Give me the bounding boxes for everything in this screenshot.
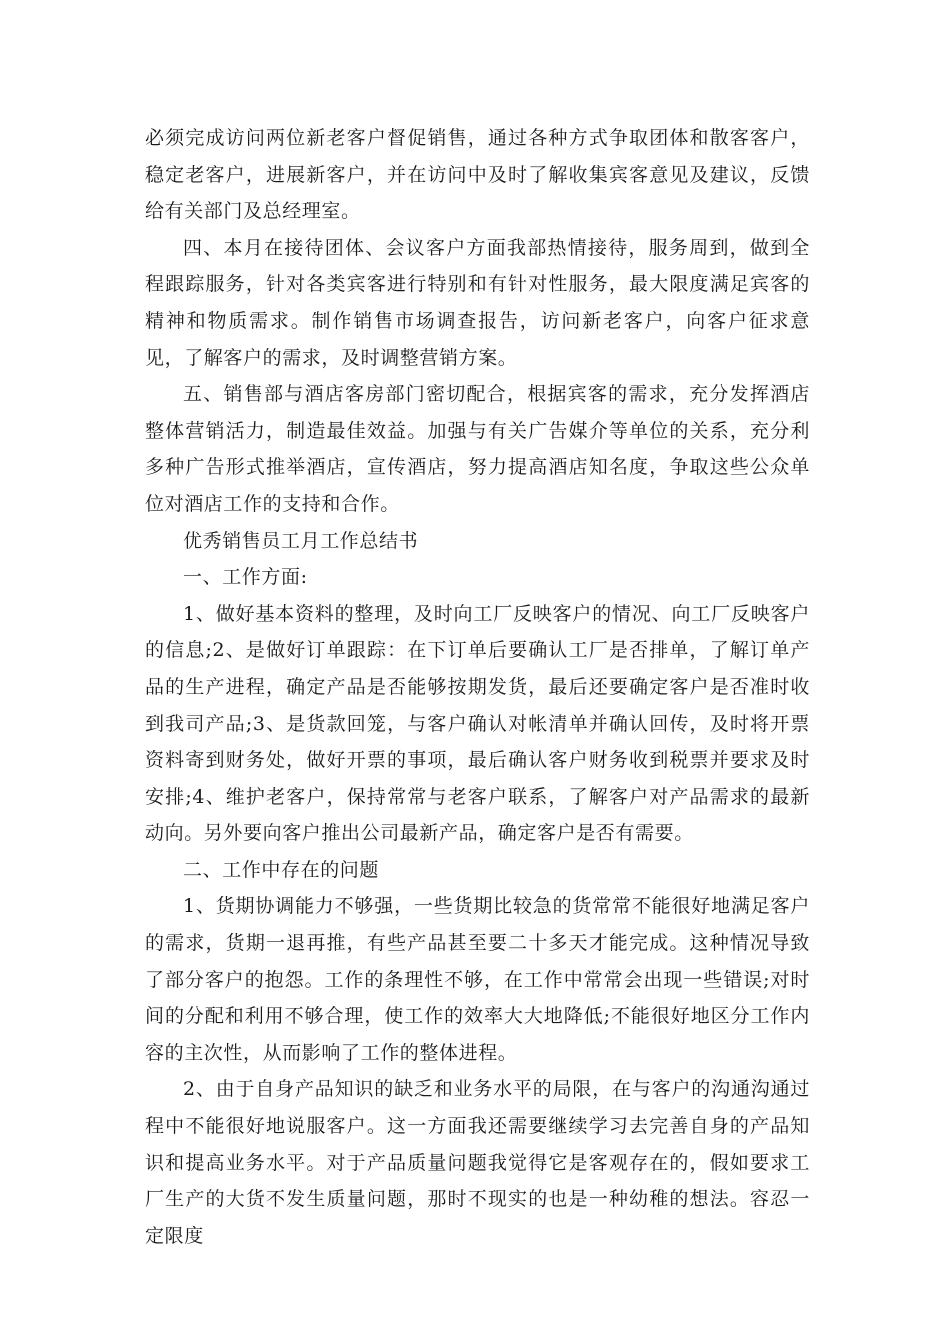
heading-problems: 二、工作中存在的问题	[183, 858, 380, 881]
heading-work-aspects: 一、工作方面:	[183, 566, 308, 589]
document-body	[145, 120, 810, 1254]
paragraph-section-4: 四、本月在接待团体、会议客户方面我部热情接待，服务周到，做到全程跟踪服务，针对各类宾客进行特别和有针对性服务，最大限度满足宾客的精神和物质需求。制作销售市场调查报告，访问新老客户，向客户征求意见，了解客户的需求，及时调整营销方案。	[145, 236, 810, 369]
paragraph-work-items: 1、做好基本资料的整理，及时向工厂反映客户的情况、向工厂反映客户的信息;2、是做好订单跟踪：在下订单后要确认工厂是否排单，了解订单产品的生产进程，确定产品是否能够按期发货，最后还要确定客户是否准时收到我司产品;3、是货款回笼，与客户确认对帐清单并确认回传，及时将开票资料寄到财务处，做好开票的事项，最后确认客户财务收到税票并要求及时安排;4、维护老客户，保持常常与老客户联系，了解客户对产品需求的最新动向。另外要向客户推出公司最新产品，确定客户是否有需要。	[145, 602, 810, 845]
paragraph-section-5: 五、销售部与酒店客房部门密切配合，根据宾客的需求，充分发挥酒店整体营销活力，制造最佳效益。加强与有关广告媒介等单位的关系，充分利多种广告形式推举酒店，宣传酒店，努力提高酒店知名度，争取这些公众单位对酒店工作的支持和合作。	[145, 383, 810, 515]
paragraph-problem-2: 2、由于自身产品知识的缺乏和业务水平的局限，在与客户的沟通沟通过程中不能很好地说服客户。这一方面我还需要继续学习去完善自身的产品知识和提高业务水平。对于产品质量问题我觉得它是客观存在的，假如要求工厂生产的大货不发生质量问题，那时不现实的也是一种幼稚的想法。容忍一定限度	[145, 1078, 810, 1247]
document-subtitle: 优秀销售员工月工作总结书	[183, 529, 419, 552]
paragraph-problem-1: 1、货期协调能力不够强，一些货期比较急的货常常不能很好地满足客户的需求，货期一退再推，有些产品甚至要二十多天才能完成。这种情况导致了部分客户的抱怨。工作的条理性不够，在工作中常常会出现一些错误;对时间的分配和利用不够合理，使工作的效率大大地降低;不能很好地区分工作内容的主次性，从而影响了工作的整体进程。	[145, 895, 810, 1064]
paragraph-continuation: 必须完成访问两位新老客户督促销售，通过各种方式争取团体和散客客户，稳定老客户，进展新客户，并在访问中及时了解收集宾客意见及建议，反馈给有关部门及总经理室。	[145, 127, 810, 223]
